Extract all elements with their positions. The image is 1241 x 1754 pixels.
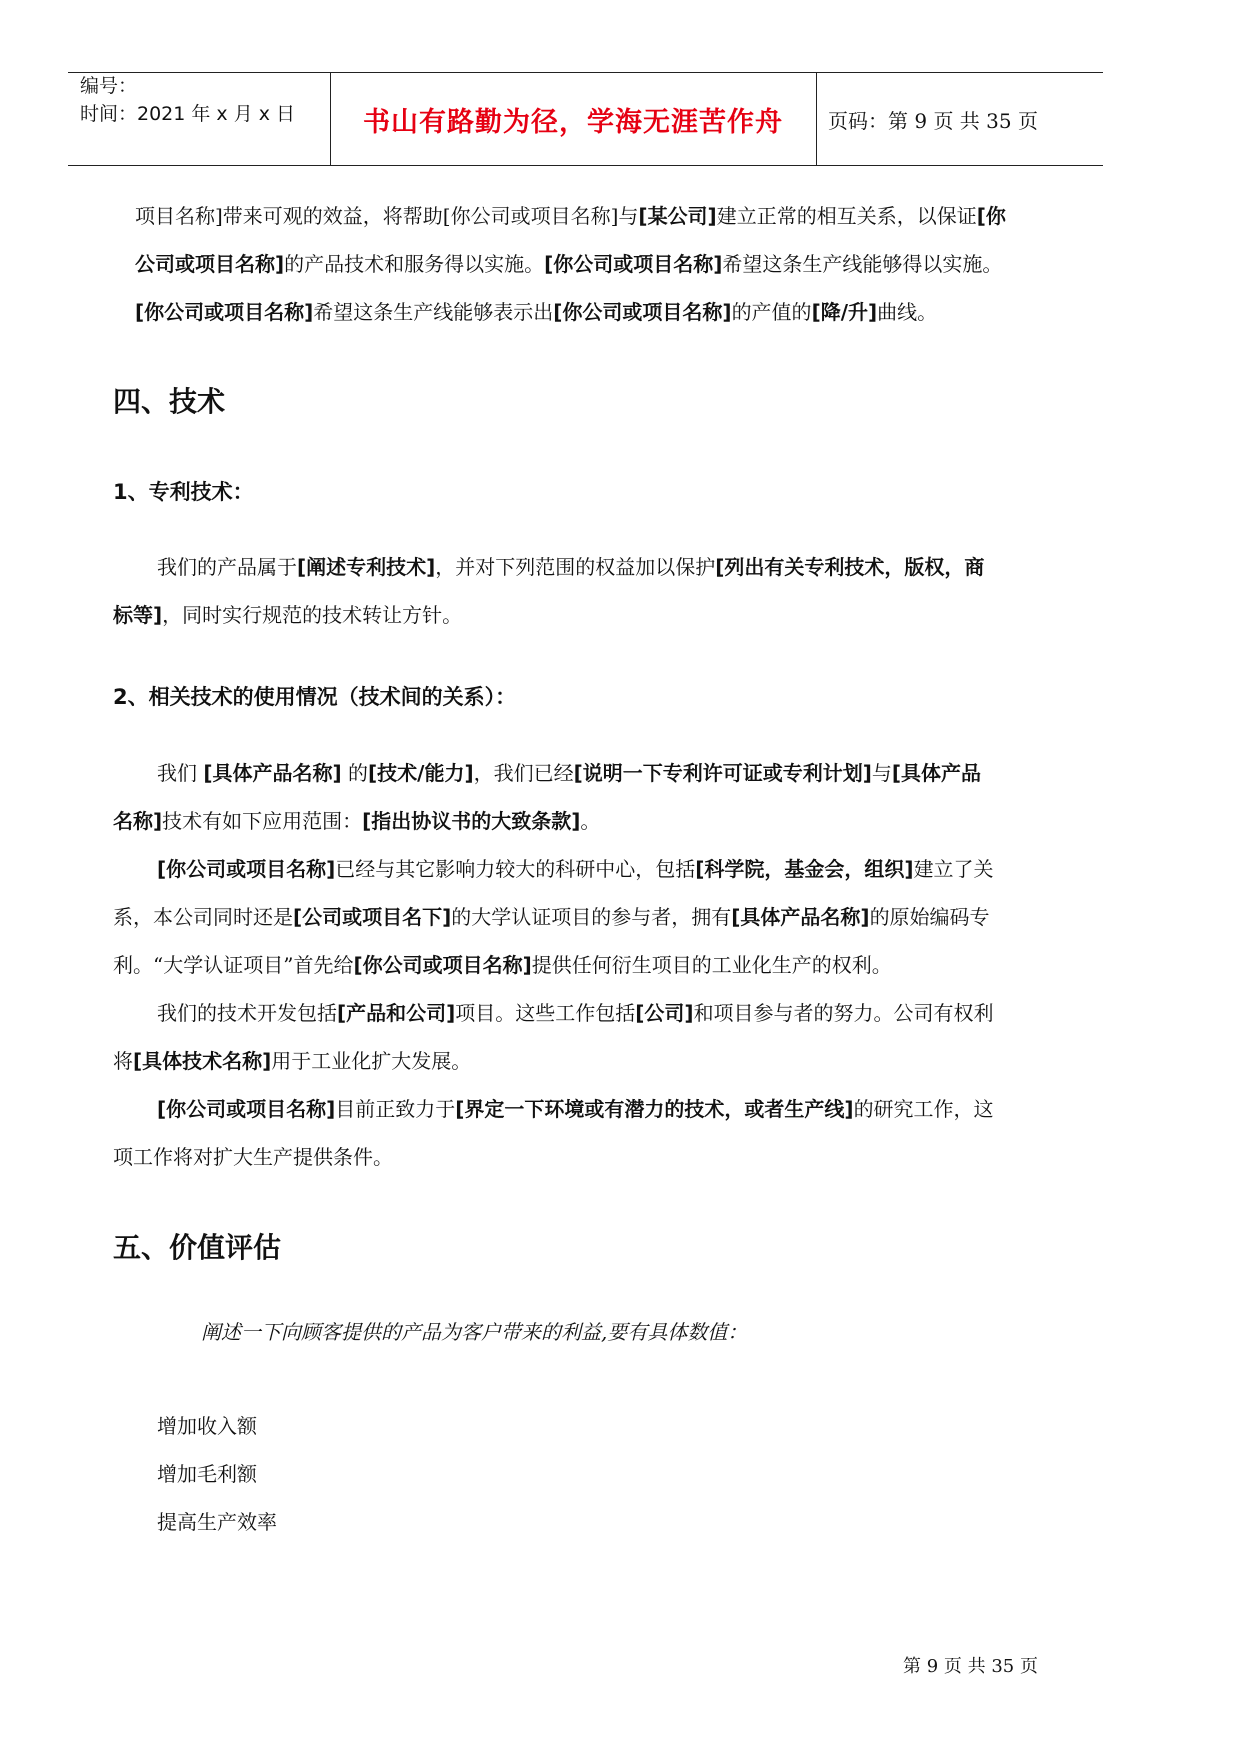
placeholder-bold: [你公司或项目名称]: [553, 300, 732, 324]
text-run: 项目。这些工作包括: [455, 1001, 636, 1025]
text-run: ，同时实行规范的技术转让方针。: [162, 603, 463, 627]
placeholder-bold: 公司或项目名称]: [135, 252, 285, 276]
placeholder-bold: [界定一下环境或有潜力的技术，或者生产线]: [455, 1097, 854, 1121]
page-header: [68, 72, 1103, 166]
text-run: 曲线。: [877, 300, 938, 324]
paragraph-line: [157, 551, 984, 583]
placeholder-bold: [阐述专利技术]: [297, 555, 436, 579]
placeholder-bold: 名称]: [113, 809, 163, 833]
text-run: 系，本公司同时还是: [113, 905, 293, 929]
placeholder-bold: [指出协议书的大致条款]: [362, 809, 581, 833]
paragraph-line: [113, 599, 462, 631]
paragraph-line: [135, 296, 937, 328]
doc-number-label: 编号：: [80, 75, 138, 97]
header-slogan: 书山有路勤为径，学海无涯苦作舟: [363, 106, 783, 138]
paragraph-line: [157, 997, 994, 1029]
placeholder-bold: [你公司或项目名称]: [544, 252, 723, 276]
paragraph-line: [135, 248, 1002, 280]
text-run: 的: [341, 761, 368, 785]
text-run: 技术有如下应用范围：: [162, 809, 363, 833]
text-run: 建立正常的相互关系，以保证: [716, 204, 977, 228]
paragraph-line: [157, 853, 994, 885]
section-title: 五、价值评估: [113, 1231, 282, 1264]
text-run: 。: [580, 809, 601, 833]
placeholder-bold: [公司]: [635, 1001, 694, 1025]
paragraph-line: [113, 805, 600, 837]
header-meta: [68, 73, 330, 165]
placeholder-bold: [降/升]: [811, 300, 878, 324]
text-run: 提供任何衍生项目的工业化生产的权利。: [531, 953, 892, 977]
text-run: 的产值的: [731, 300, 812, 324]
placeholder-bold: [具体产品名称]: [203, 761, 342, 785]
placeholder-bold: [你公司或项目名称]: [157, 857, 336, 881]
paragraph-line: [113, 1141, 393, 1173]
paragraph-line: [113, 1045, 471, 1077]
text-run: 我们的产品属于: [157, 555, 297, 579]
subsection-title: 2、相关技术的使用情况（技术间的关系）：: [113, 685, 517, 709]
text-run: 和项目参与者的努力。公司有权利: [693, 1001, 994, 1025]
header-divider-right: [816, 73, 817, 165]
text-run: 的原始编码专: [869, 905, 990, 929]
placeholder-bold: [技术/能力]: [368, 761, 474, 785]
list-item: 增加收入额: [157, 1414, 257, 1438]
placeholder-bold: [公司或项目名下]: [293, 905, 452, 929]
text-run: 我们: [157, 761, 204, 785]
text-run: 建立了关: [913, 857, 994, 881]
paragraph-line: [157, 1093, 994, 1125]
placeholder-bold: [具体产品名称]: [731, 905, 870, 929]
placeholder-bold: [你公司或项目名称]: [353, 953, 532, 977]
section-intro: 阐述一下向顾客提供的产品为客户带来的利益,要有具体数值：: [201, 1320, 748, 1344]
doc-time-label: 时间：2021 年 x 月 x 日: [80, 103, 296, 125]
paragraph-line: [135, 200, 1006, 232]
text-run: 用于工业化扩大发展。: [271, 1049, 472, 1073]
text-run: 项目名称]带来可观的效益，将帮助[你公司或项目名称]与: [135, 204, 639, 228]
text-run: ，我们已经: [473, 761, 574, 785]
paragraph-line: [113, 949, 892, 981]
placeholder-bold: [具体产品: [891, 761, 982, 785]
placeholder-bold: [你公司或项目名称]: [135, 300, 314, 324]
paragraph-line: [113, 901, 990, 933]
text-run: 的产品技术和服务得以实施。: [284, 252, 545, 276]
placeholder-bold: [列出有关专利技术，版权，商: [715, 555, 985, 579]
text-run: ，并对下列范围的权益加以保护: [435, 555, 716, 579]
placeholder-bold: [产品和公司]: [337, 1001, 456, 1025]
text-run: 目前正致力于: [335, 1097, 456, 1121]
text-run: 希望这条生产线能够表示出: [313, 300, 554, 324]
placeholder-bold: 标等]: [113, 603, 163, 627]
list-item: 提高生产效率: [157, 1510, 277, 1534]
text-run: 与: [871, 761, 892, 785]
list-item: 增加毛利额: [157, 1462, 257, 1486]
placeholder-bold: [科学院，基金会，组织]: [695, 857, 914, 881]
subsection-title: 1、专利技术：: [113, 480, 254, 504]
placeholder-bold: [说明一下专利许可证或专利计划]: [573, 761, 872, 785]
page-footer: 第 9 页 共 35 页: [903, 1656, 1038, 1677]
text-run: 的研究工作，这: [853, 1097, 994, 1121]
placeholder-bold: [你公司或项目名称]: [157, 1097, 336, 1121]
text-run: 项工作将对扩大生产提供条件。: [113, 1145, 393, 1169]
text-run: 将: [113, 1049, 133, 1073]
header-page-label: 页码：第 9 页 共 35 页: [828, 108, 1038, 133]
text-run: 的大学认证项目的参与者，拥有: [451, 905, 732, 929]
text-run: 希望这条生产线能够得以实施。: [722, 252, 1003, 276]
section-title: 四、技术: [113, 385, 226, 418]
text-run: 利。“大学认证项目”首先给: [113, 953, 354, 977]
placeholder-bold: [某公司]: [638, 204, 717, 228]
placeholder-bold: [具体技术名称]: [133, 1049, 272, 1073]
text-run: 已经与其它影响力较大的科研中心，包括: [335, 857, 696, 881]
text-run: 我们的技术开发包括: [157, 1001, 337, 1025]
paragraph-line: [157, 757, 981, 789]
placeholder-bold: [你: [976, 204, 1006, 228]
